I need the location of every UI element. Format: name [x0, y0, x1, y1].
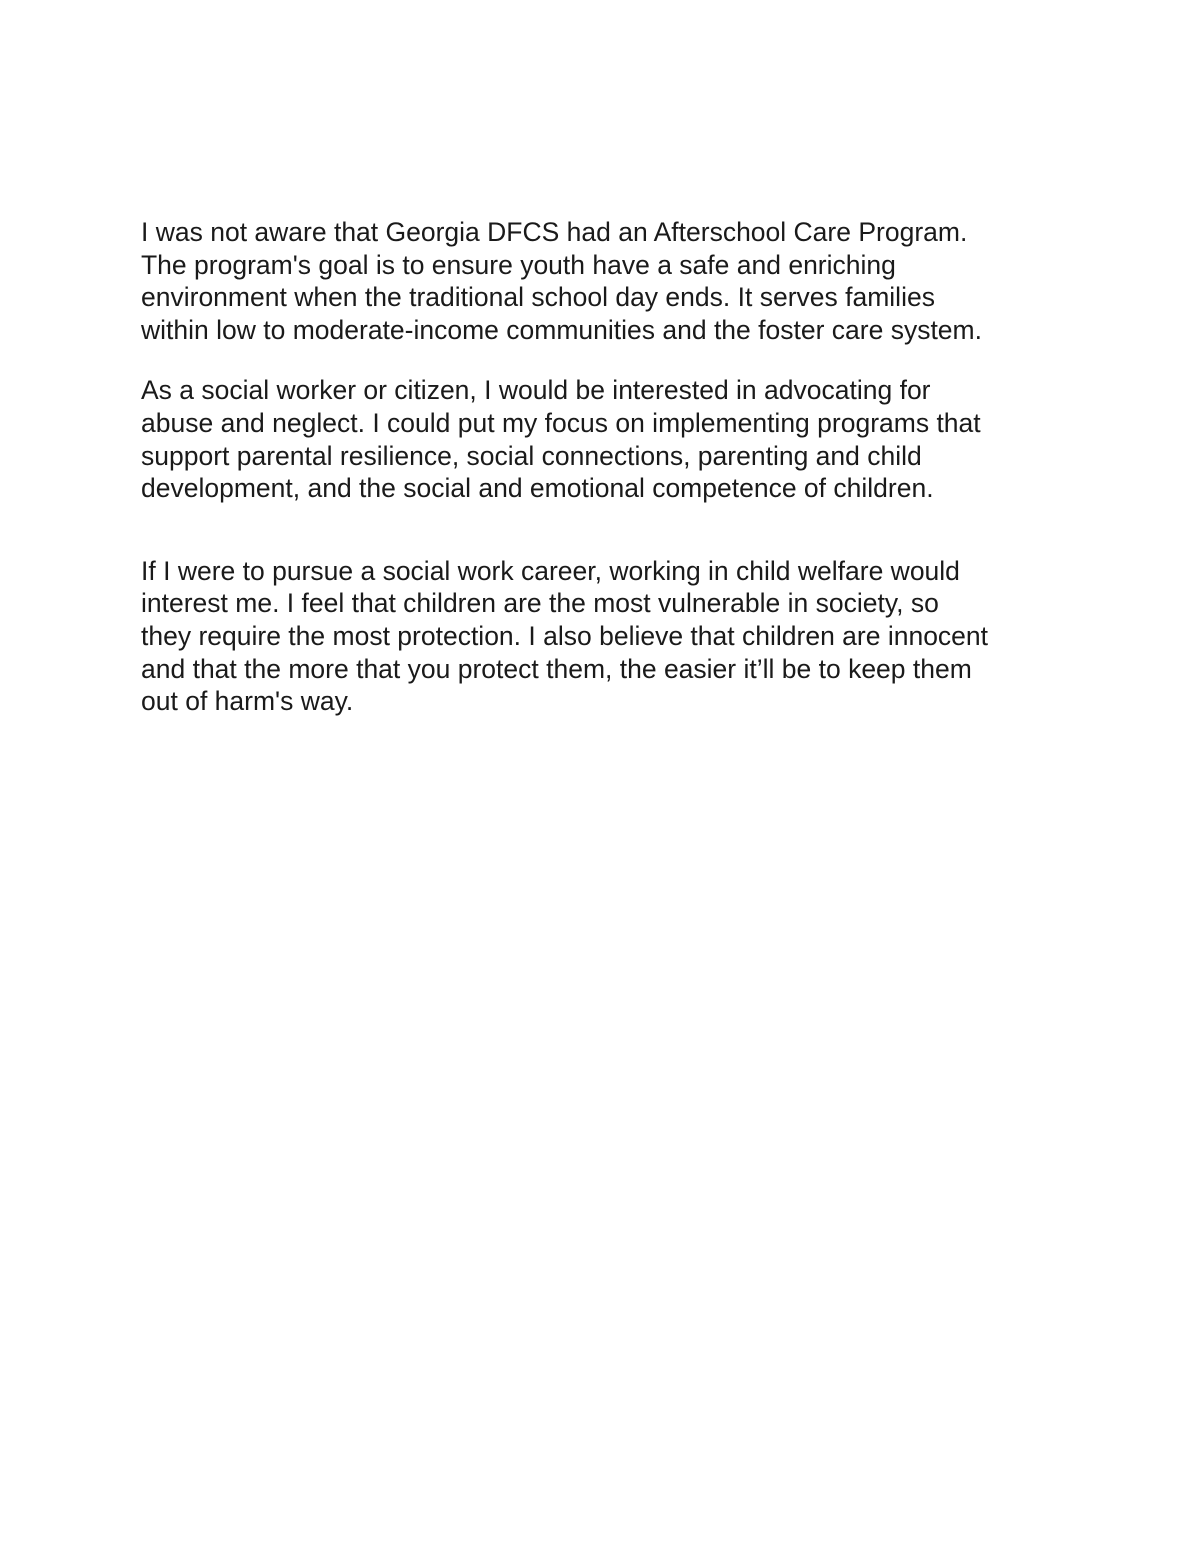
- paragraph-career-interest: [141, 555, 1101, 718]
- text-line: interest me. I feel that children are the most vulnerable in society, so: [141, 588, 939, 619]
- text-line: development, and the social and emotional competence of children.: [141, 473, 934, 504]
- document-body: [141, 216, 1101, 718]
- text-line: out of harm's way.: [141, 686, 354, 717]
- paragraph-afterschool-program: [141, 216, 1101, 346]
- text-line: they require the most protection. I also believe that children are innocent: [141, 620, 989, 651]
- paragraph-advocacy: [141, 374, 1101, 504]
- text-line: As a social worker or citizen, I would be interested in advocating for: [141, 375, 931, 406]
- text-line: abuse and neglect. I could put my focus on implementing programs that: [141, 407, 981, 438]
- text-line: and that the more that you protect them, the easier it’ll be to keep them: [141, 653, 972, 684]
- text-line: within low to moderate-income communities and the foster care system.: [141, 314, 982, 345]
- text-line: The program's goal is to ensure youth have a safe and enriching: [141, 249, 896, 280]
- text-line: If I were to pursue a social work career, working in child welfare would: [141, 555, 960, 586]
- text-line: environment when the traditional school day ends. It serves families: [141, 282, 935, 313]
- text-line: I was not aware that Georgia DFCS had an Afterschool Care Program.: [141, 217, 968, 247]
- text-line: support parental resilience, social connections, parenting and child: [141, 440, 922, 471]
